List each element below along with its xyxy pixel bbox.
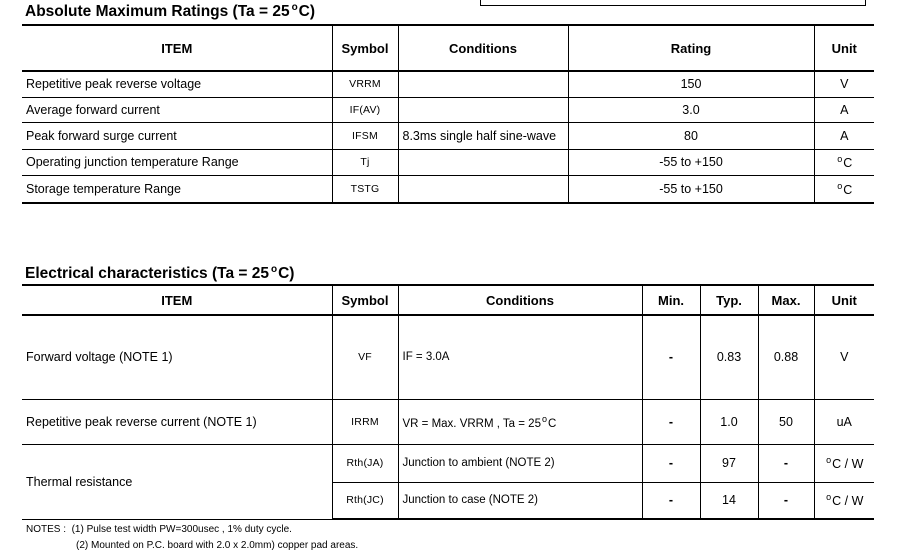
col-header-conditions: Conditions — [398, 285, 642, 315]
unit-cell: V — [814, 315, 874, 399]
note-2: (2) Mounted on P.C. board with 2.0 x 2.0mm) copper pad areas. — [76, 540, 359, 551]
unit-cell: $^o$C — [814, 175, 874, 203]
col-header-min: Min. — [642, 285, 700, 315]
item-cell: Average forward current — [22, 97, 332, 122]
col-header-unit: Unit — [814, 285, 874, 315]
unit-cell: uA — [814, 399, 874, 444]
symbol-cell: TSTG — [332, 175, 398, 203]
rating-cell: 80 — [568, 122, 814, 149]
rating-cell: 3.0 — [568, 97, 814, 122]
min-cell: - — [642, 399, 700, 444]
item-cell: Thermal resistance — [22, 444, 332, 519]
abs-max-table — [22, 24, 874, 204]
min-cell: - — [642, 315, 700, 399]
table-row — [22, 71, 874, 97]
elec-table — [22, 284, 874, 520]
table-row — [22, 97, 874, 122]
item-cell: Storage temperature Range — [22, 175, 332, 203]
col-header-rating: Rating — [568, 25, 814, 71]
table-row — [22, 175, 874, 203]
unit-cell: A — [814, 122, 874, 149]
conditions-cell: IF = 3.0A — [398, 315, 642, 399]
conditions-cell: Junction to ambient (NOTE 2) — [398, 444, 642, 482]
unit-cell: $^o$C / W — [814, 444, 874, 482]
rating-cell: 150 — [568, 71, 814, 97]
table-row — [22, 444, 874, 482]
min-cell: - — [642, 482, 700, 519]
conditions-cell — [398, 149, 568, 175]
col-header-typ: Typ. — [700, 285, 758, 315]
unit-cell: V — [814, 71, 874, 97]
typ-cell: 97 — [700, 444, 758, 482]
table-row — [22, 315, 874, 399]
col-header-symbol: Symbol — [332, 25, 398, 71]
col-header-unit: Unit — [814, 25, 874, 71]
item-cell: Repetitive peak reverse current (NOTE 1) — [22, 399, 332, 444]
conditions-cell: 8.3ms single half sine-wave — [398, 122, 568, 149]
conditions-cell — [398, 71, 568, 97]
item-cell: Forward voltage (NOTE 1) — [22, 315, 332, 399]
notes-line-1 — [26, 524, 292, 535]
unit-cell: $^o$C — [814, 149, 874, 175]
conditions-cell — [398, 175, 568, 203]
unit-cell: A — [814, 97, 874, 122]
conditions-cell: VR = Max. VRRM , $Ta = 25^oC$ — [398, 399, 642, 444]
table-row — [22, 149, 874, 175]
symbol-cell: IRRM — [332, 399, 398, 444]
header-box — [480, 0, 866, 6]
abs-max-title: Absolute Maximum Ratings (Ta = 25 $^o$C) — [25, 2, 316, 20]
conditions-cell — [398, 97, 568, 122]
elec-title: Electrical characteristics (Ta = 25 $^o$C) — [25, 264, 295, 282]
max-cell: - — [758, 444, 814, 482]
max-cell: - — [758, 482, 814, 519]
item-cell: Operating junction temperature Range — [22, 149, 332, 175]
unit-cell: $^o$C / W — [814, 482, 874, 519]
max-cell: 0.88 — [758, 315, 814, 399]
col-header-symbol: Symbol — [332, 285, 398, 315]
item-cell: Peak forward surge current — [22, 122, 332, 149]
typ-cell: 14 — [700, 482, 758, 519]
table-row — [22, 122, 874, 149]
item-cell: Repetitive peak reverse voltage — [22, 71, 332, 97]
symbol-cell: VF — [332, 315, 398, 399]
col-header-conditions: Conditions — [398, 25, 568, 71]
symbol-cell: Rth(JC) — [332, 482, 398, 519]
notes-label: NOTES : — [26, 524, 67, 535]
table-row — [22, 399, 874, 444]
conditions-cell: Junction to case (NOTE 2) — [398, 482, 642, 519]
note-1: (1) Pulse test width PW=300usec , 1% duty cycle. — [71, 524, 292, 535]
symbol-cell: Tj — [332, 149, 398, 175]
symbol-cell: VRRM — [332, 71, 398, 97]
rating-cell: -55 to +150 — [568, 149, 814, 175]
col-header-item: ITEM — [22, 285, 332, 315]
col-header-max: Max. — [758, 285, 814, 315]
rating-cell: -55 to +150 — [568, 175, 814, 203]
symbol-cell: IF(AV) — [332, 97, 398, 122]
col-header-item: ITEM — [22, 25, 332, 71]
typ-cell: 1.0 — [700, 399, 758, 444]
typ-cell: 0.83 — [700, 315, 758, 399]
symbol-cell: IFSM — [332, 122, 398, 149]
symbol-cell: Rth(JA) — [332, 444, 398, 482]
min-cell: - — [642, 444, 700, 482]
max-cell: 50 — [758, 399, 814, 444]
